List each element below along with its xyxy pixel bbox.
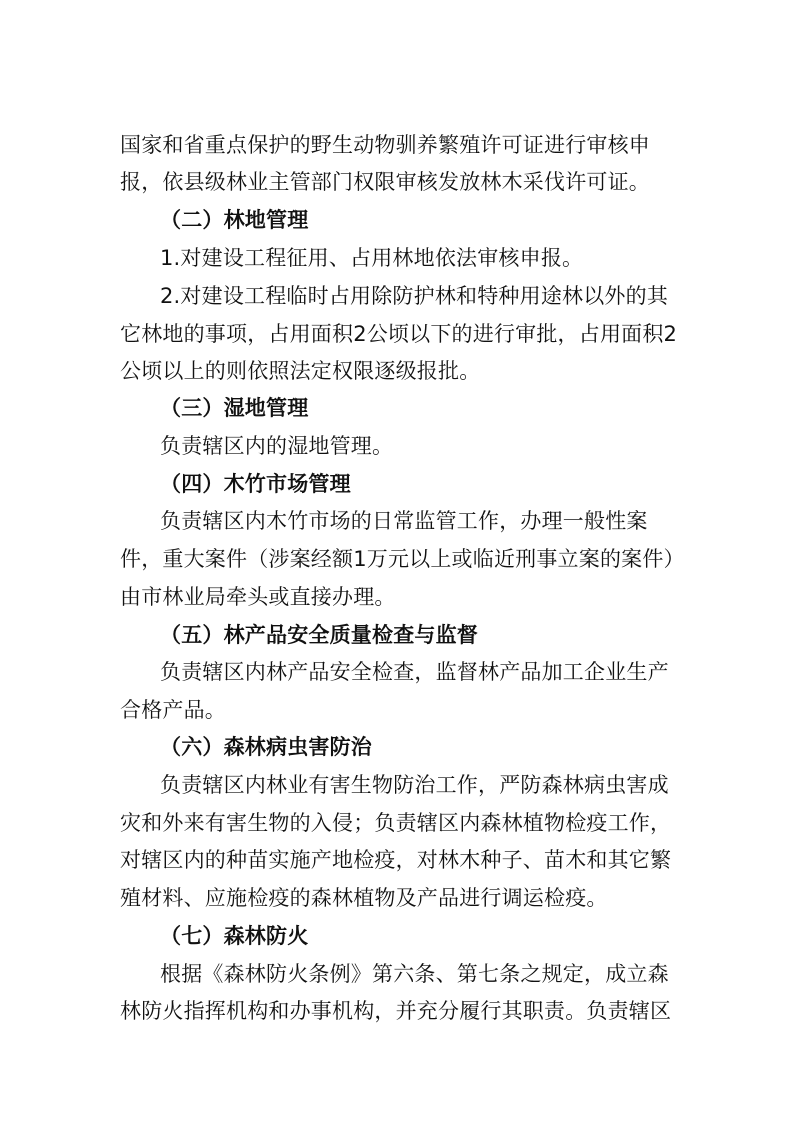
body-line-2: 报，依县级林业主管部门权限审核发放林木采伐许可证。 [120,170,650,194]
section-heading-7: （七）森林防火 [160,924,309,948]
body-line-14: 灾和外来有害生物的入侵；负责辖区内森林植物检疫工作， [120,811,672,835]
body-line-18: 林防火指挥机构和办事机构，并充分履行其职责。负责辖区 [120,999,672,1023]
section-heading-5: （五）林产品安全质量检查与监督 [160,623,478,647]
body-line-9: 件，重大案件（涉案经额1万元以上或临近刑事立案的案件） [120,547,685,571]
section-heading-6: （六）森林病虫害防治 [160,735,372,759]
body-line-10: 由市林业局牵头或直接办理。 [120,585,396,609]
body-line-12: 合格产品。 [120,698,226,722]
section-heading-4: （四）木竹市场管理 [160,472,351,496]
body-line-16: 殖材料、应施检疫的森林植物及产品进行调运检疫。 [120,886,608,910]
body-line-4: 2.对建设工程临时占用除防护林和特种用途林以外的其 [160,284,669,308]
body-line-17: 根据《森林防火条例》第六条、第七条之规定，成立森 [160,962,669,986]
body-line-15: 对辖区内的种苗实施产地检疫，对林木种子、苗木和其它繁 [120,848,672,872]
body-line-11: 负责辖区内林产品安全检查，监督林产品加工企业生产 [160,660,669,684]
body-line-1: 国家和省重点保护的野生动物驯养繁殖许可证进行审核申 [120,133,650,157]
section-heading-3: （三）湿地管理 [160,396,309,420]
section-heading-2: （二）林地管理 [160,208,309,232]
body-line-6: 公顷以上的则依照法定权限逐级报批。 [120,359,481,383]
body-line-5: 它林地的事项，占用面积2公顷以下的进行审批，占用面积2 [120,322,678,346]
body-line-13: 负责辖区内林业有害生物防治工作，严防森林病虫害成 [160,773,669,797]
body-line-3: 1.对建设工程征用、占用林地依法审核申报。 [160,246,584,270]
body-line-7: 负责辖区内的湿地管理。 [160,434,394,458]
body-line-8: 负责辖区内木竹市场的日常监管工作，办理一般性案 [160,509,648,533]
